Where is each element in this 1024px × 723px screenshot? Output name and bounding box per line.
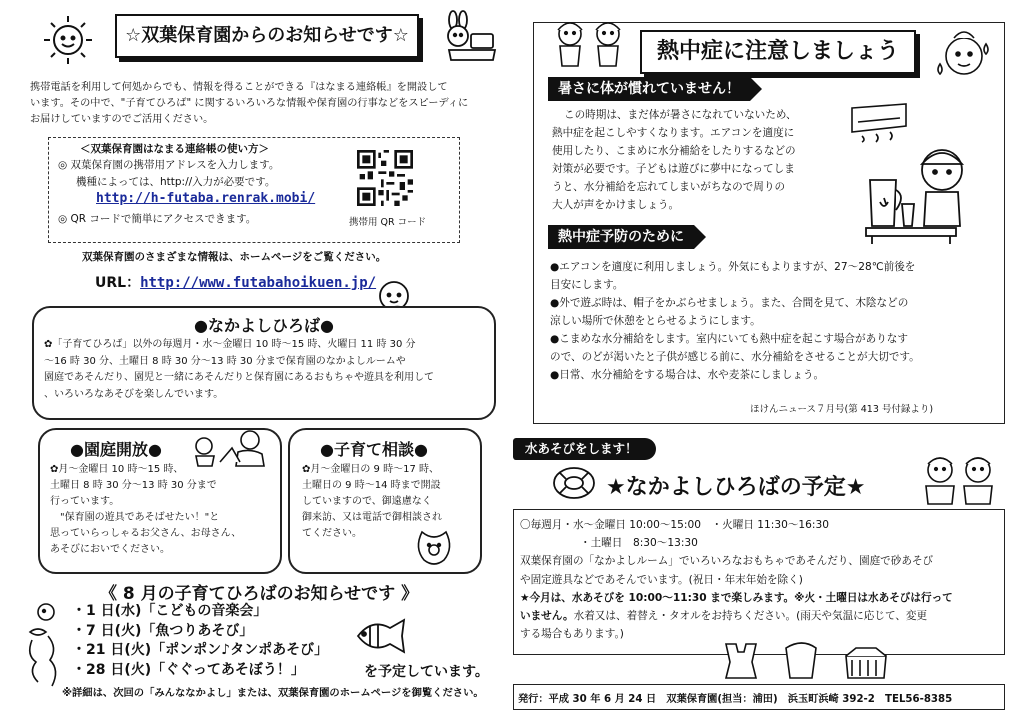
august-footnote: ※詳細は、次回の「みんななかよし」または、双葉保育園のホームページを御覧ください。 — [62, 687, 484, 699]
kids-summer-icon — [550, 14, 632, 68]
this-month-note: ★今月は、水あそびを 10:00～11:30 まで楽しみます。 — [520, 591, 795, 604]
august-events — [72, 602, 328, 680]
schedule-text: 〇毎週月・水～金曜日 10:00～15:00 ・火曜日 11:30～16:30 ・土曜日 8:30～13:30 双葉保育園の「なかよしルーム」でいろいろなおもちゃであそんだり、園庭で砂あそび や固定遊具などであそんでいます。(祝日・年末年始を除く) ★今月は、水あそびを 10:00～11:30 まで楽しみます。※火・土曜日は水あそびは行って いません。水着又は、着替え・タオルをお持ちください。(雨天や気温に応じて、変更 する場合もあります。) — [520, 519, 953, 641]
fish-icon — [352, 616, 408, 656]
homepage-url-link[interactable]: http://www.futabahoikuen.jp/ — [140, 275, 377, 291]
event-3: ・21 日(火)「ポンポン♪タンポあそび」 — [72, 642, 329, 658]
entei-title: ●園庭開放● — [70, 440, 162, 459]
swim-ring-icon — [552, 465, 596, 501]
renraku-item-1: ◎ 双葉保育園の携帯用アドレスを入力します。 — [58, 159, 280, 171]
qr-code-icon[interactable] — [357, 150, 413, 206]
mizuasobi-tag: 水あそびをします！ — [513, 438, 656, 460]
homepage-url-row — [95, 272, 376, 292]
august-title: 《 8 月の子育てひろばのお知らせです 》 — [100, 584, 419, 604]
rabbit-reading-icon — [435, 14, 505, 64]
heatstroke-tag-1: 暑さに体が慣れていません！ — [548, 77, 750, 101]
footer-text: 発行：平成 30 年 6 月 24 日 双葉保育園(担当：浦田) 浜玉町浜崎 392-2 TEL56-8385 — [518, 694, 953, 705]
renraku-item-1b: 機種によっては、http://入力が必要です。 — [76, 176, 276, 188]
mizuasobi-title: ★なかよしひろばの予定★ — [606, 475, 866, 500]
child-drinking-icon — [862, 140, 982, 244]
renraku-heading: ＜双葉保育園はなまる連絡帳の使い方＞ — [80, 143, 269, 155]
nakayoshi-text: ✿「子育てひろば」以外の毎週月・水～金曜日 10 時～15 時、火曜日 11 時 30 分 ～16 時 30 分、土曜日 8 時 30 分～13 時 30 分まで保育園のなかよしルームや 園庭であそんだり、園児と一緒にあそんだりと保育園にあるおもちゃや遊具を利用して 、いろいろなあそびを楽しんでいます。 — [44, 339, 434, 400]
no-water-play-note: ※火・土曜日は水あそびは行って — [794, 591, 953, 604]
heatstroke-title: 熱中症に注意しましょう — [640, 30, 916, 74]
sweating-character-icon — [930, 28, 1000, 86]
heatstroke-paragraph: この時期は、まだ体が暑さになれていないため、 熱中症を起こしやすくなります。エアコンを適度に 使用したり、こまめに水分補給をしたりするなどの 対策が必要です。子どもは遊びに夢中になってしま うと、水分補給を忘れてしまいがちなので周りの 大人が声をかけましょう。 — [552, 109, 797, 211]
baby-bib-icon — [414, 528, 454, 568]
mobile-url-link[interactable]: http://h-futaba.renrak.mobi/ — [96, 191, 316, 206]
intro-text: 携帯電話を利用して何処からでも、情報を得ることができる『はなまる連絡帳』を開設して います。その中で、"子育てひろば" に関するいろいろな情報や保育園の行事などをスピーディに お届けしていますのでご活用ください。 — [30, 82, 469, 125]
kids-swimming-icon — [916, 450, 1006, 508]
sun-icon — [38, 14, 98, 64]
event-4: ・28 日(火)「ぐぐってあそぼう！」 — [72, 661, 305, 678]
renraku-item-2: ◎ QR コードで簡単にアクセスできます。 — [58, 213, 257, 225]
homepage-note: 双葉保育園のさまざまな情報は、ホームページをご覧ください。 — [82, 251, 387, 263]
entei-text: ✿月～金曜日 10 時～15 時、 土曜日 8 時 30 分～13 時 30 分まで 行っています。 "保育園の遊具であそばせたい！"と 思っていらっしゃるお父さん、お母さん、 あそびにおいでください。 — [50, 464, 242, 555]
sodan-text: ✿月～金曜日の 9 時～17 時、 土曜日の 9 時～14 時まで開設 していますので、御遠慮なく 御来訪、又は電話で御相談され てください。 — [302, 464, 442, 539]
event-2: ・7 日(火)「魚つりあそび」 — [72, 622, 254, 639]
sea-creatures-icon — [24, 600, 74, 690]
event-1: ・1 日(水)「こどもの音楽会」 — [72, 603, 268, 619]
heatstroke-tag-2: 熱中症予防のために — [548, 225, 694, 249]
prevention-list: ●エアコンを適度に利用しましょう。外気にもよりますが、27～28℃前後を 目安にします。 ●外で遊ぶ時は、帽子をかぶらせましょう。また、合間を見て、木陰などの 涼しい場所で休憩をとらせるようにします。 ●こまめな水分補給をします。室内にいても熱中症を起こす場合がありなす ので、のどが渇いたと子供が感じる前に、水分補給をさせることが大切です。 ●日常、水分補給をする場合は、水や麦茶にしましょう。 — [550, 261, 920, 381]
swimwear-items-icon — [716, 638, 896, 682]
nakayoshi-title: ●なかよしひろば● — [194, 316, 334, 335]
url-label: URL： — [95, 275, 141, 291]
heatstroke-source: ほけんニュース７月号(第 413 号付録より) — [750, 404, 934, 415]
page-title: ☆双葉保育園からのお知らせです☆ — [115, 14, 419, 58]
qr-caption: 携帯用 QR コード — [349, 217, 427, 228]
sodan-title: ●子育て相談● — [320, 440, 428, 459]
air-conditioner-icon — [848, 102, 910, 142]
no-water-play-note-cont: いません。 — [520, 610, 574, 623]
august-scheduled: を予定しています。 — [364, 664, 489, 680]
